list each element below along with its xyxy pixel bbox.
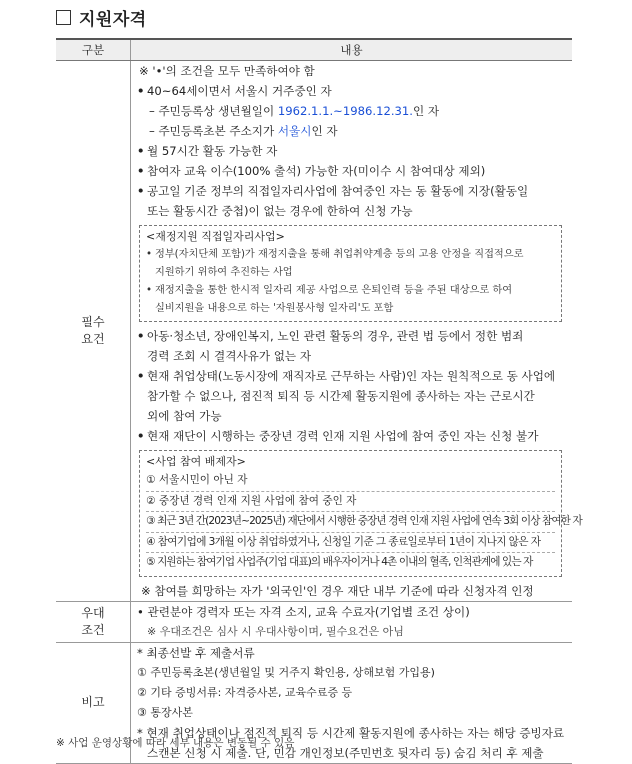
remarks-label: 비고 [56,642,131,763]
hours-condition: • 월 57시간 활동 가능한 자 [137,141,566,161]
required-intro: ※ '•'의 조건을 모두 만족하여야 함 [139,64,315,78]
section-title [56,6,147,28]
preferred-content [131,601,573,642]
birth-range: 1962.1.1.~1986.12.31. [277,104,413,118]
excluded-item-2: ② 중장년 경력 인재 지원 사업에 참여 중인 자 [146,492,555,513]
training-condition: • 참여자 교육 이수(100% 출석) 가능한 자(미이수 시 참여대상 제외) [137,161,566,181]
excluded-item-5: ⑤ 지원하는 참여기업 사업주(기업 대표)의 배우자이거나 4촌 이내의 혈족, 인척관계에 있는 자 [146,556,533,568]
child-condition: • 아동·청소년, 장애인복지, 노인 관련 활동의 경우, 관련 법 등에서 정한 범죄 [137,326,566,346]
foreigner-note: ※ 참여를 희망하는 자가 '외국인'인 경우 재단 내부 기준에 따라 신청자격 인정 [141,583,534,598]
birth-condition [137,101,566,121]
section-title-text: 지원자격 [79,9,147,30]
docs-heading: * 최종선발 후 제출서류 [137,645,255,660]
excluded-box [139,450,582,577]
direct-jobs-item2: • 재정지출을 통한 한시적 일자리 제공 사업으로 은퇴인력 등을 주된 대상으로 하여 [146,282,555,300]
doc-item-1: ① 주민등록초본(생년월일 및 거주지 확인용, 상해보험 가입용) [137,665,435,679]
doc-item-2: ② 기타 증빙서류: 자격증사본, 교육수료증 등 [137,685,353,699]
preferred-line2: ※ 우대조건은 심사 시 우대사항이며, 필수요건은 아님 [147,624,404,638]
preferred-label-line1: 우대 [81,605,105,620]
addr-suffix: 인 자 [311,124,338,138]
preferred-row [56,601,572,642]
preferred-label-line2: 조건 [81,622,105,637]
address-condition [137,121,566,141]
required-content [131,61,582,602]
employed-condition-cont2: 외에 참여 가능 [147,409,222,423]
birth-prefix: – 주민등록상 생년월일이 [149,104,278,118]
doc-item-3: ③ 통장사본 [137,705,193,719]
excluded-heading: <사업 참여 배제자> [146,455,246,468]
eligibility-table [56,38,582,764]
table-header-row [56,39,572,61]
public-job-condition: • 공고일 기준 정부의 직접일자리사업에 참여중인 자는 동 활동에 지장(활동일 [137,181,566,201]
public-job-condition-cont: 또는 활동시간 중첩)이 없는 경우에 한하여 신청 가능 [147,204,413,218]
required-label-line2: 요건 [81,331,105,346]
excluded-item-1: ① 서울시민이 아닌 자 [146,471,555,492]
foundation-condition: • 현재 재단이 시행하는 중장년 경력 인재 지원 사업에 참여 중인 자는 신청 불가 [137,426,566,446]
preferred-label [56,601,131,642]
header-category: 구분 [56,39,131,61]
employed-condition: • 현재 취업상태(노동시장에 재직자로 근무하는 사람)인 자는 원칙적으로 동 사업에 [137,366,566,386]
child-condition-cont: 경력 조회 시 결격사유가 없는 자 [147,349,312,363]
direct-jobs-item1: • 정부(자치단체 포함)가 재정지출을 통해 취업취약계층 등의 고용 안정을 직접적으로 [146,246,555,264]
direct-jobs-item2-cont: 실비지원을 내용으로 하는 '자원봉사형 일자리'도 포함 [155,303,394,314]
header-content: 내용 [131,39,573,61]
remarks-note-cont: 스캔본 신청 시 제출. 단, 민감 개인정보(주민번호 뒷자리 등) 숨김 처리 후 제출 [147,745,544,760]
birth-suffix: 인 자 [412,104,440,118]
remarks-note: * 현재 취업상태이나 점진적 퇴직 등 시간제 활동지원에 종사하는 자는 해당 증빙자료 [137,725,565,740]
checkbox-square-icon [56,10,71,25]
required-label [56,61,131,602]
footnote: ※ 사업 운영상황에 따라 세부 내용은 변동될 수 있음 [56,737,295,749]
required-label-line1: 필수 [81,314,105,329]
preferred-line1: • 관련분야 경력자 또는 자격 소지, 교육 수료자(기업별 조건 상이) [137,604,470,619]
excluded-item-4: ④ 참여기업에 3개월 이상 취업하였거나, 신청일 기준 그 종료일로부터 1년이 지나지 않은 자 [146,533,555,554]
direct-jobs-box [139,225,562,322]
excluded-item-3: ③ 최근 3년 간(2023년~2025년) 재단에서 시행한 중장년 경력 인재 지원 사업에 연속 3회 이상 참여한 자 [146,512,555,533]
age-condition: • 40~64세이면서 서울시 거주중인 자 [137,81,566,101]
required-row [56,61,572,602]
employed-condition-cont1: 참가할 수 없으나, 점진적 퇴직 등 시간제 활동지원에 종사하는 자는 근로시간 [147,389,535,403]
direct-jobs-heading: <재정지원 직접일자리사업> [146,230,285,243]
addr-city: 서울시 [277,124,312,138]
direct-jobs-item1-cont: 지원하기 위하여 추진하는 사업 [155,267,293,278]
addr-prefix: – 주민등록초본 주소지가 [149,124,278,138]
